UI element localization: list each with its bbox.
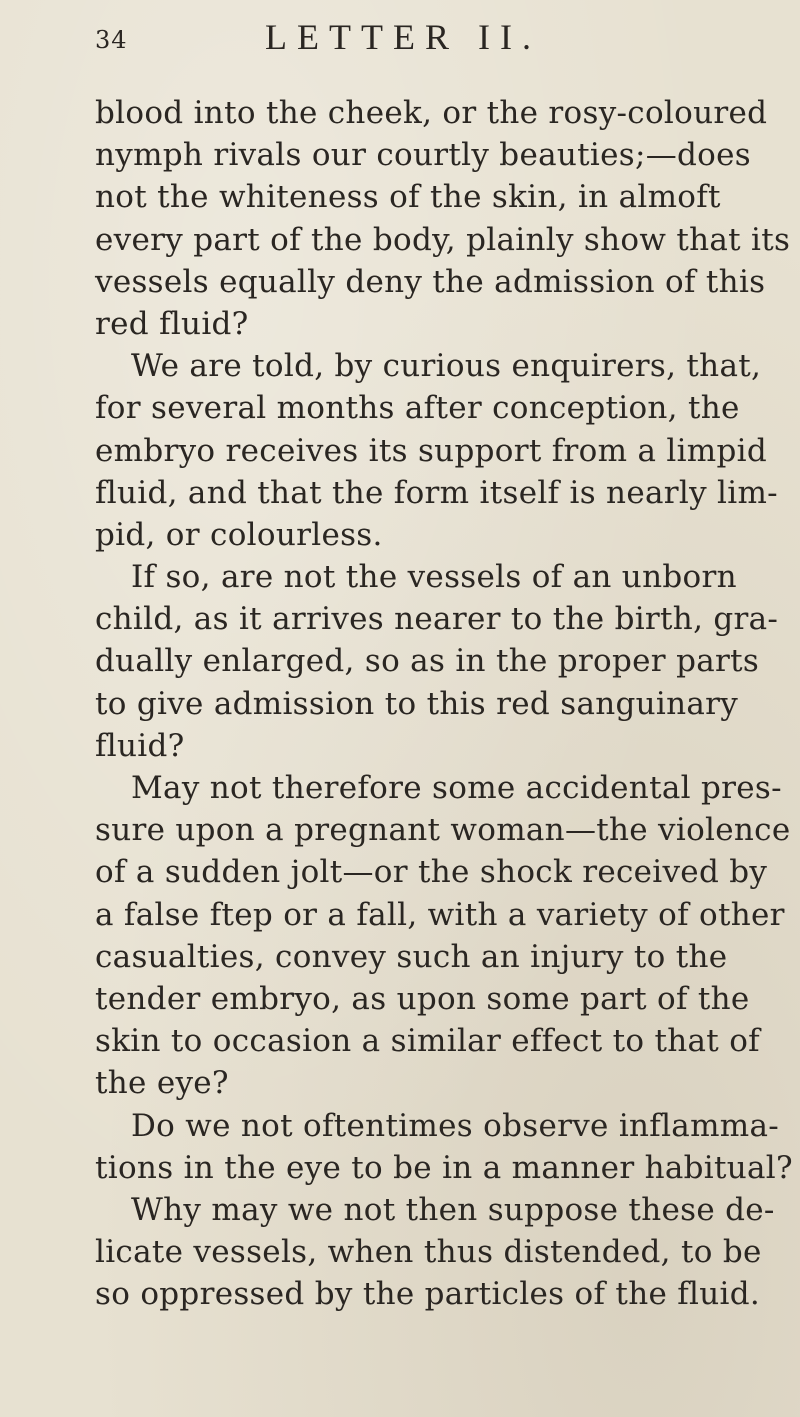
- text-line: child, as it arrives nearer to the birth, gra-: [95, 601, 779, 638]
- text-line: of a sudden jolt—or the shock received by: [95, 854, 768, 891]
- text-line: embryo receives its support from a limpid: [95, 432, 768, 469]
- text-line: blood into the cheek, or the rosy-coloured: [95, 95, 768, 131]
- text-line: nymph rivals our courtly beauties;—does: [95, 137, 751, 174]
- page-number: 34: [95, 26, 128, 54]
- text-line: pid, or colourless.: [95, 516, 383, 553]
- text-line: Do we not oftentimes observe inflamma-: [131, 1107, 780, 1144]
- page-header: [95, 12, 735, 56]
- text-line: skin to occasion a similar effect to that of: [95, 1023, 760, 1060]
- text-line: vessels equally deny the admission of this: [95, 263, 766, 300]
- text-line: tender embryo, as upon some part of the: [95, 980, 750, 1017]
- text-line: dually enlarged, so as in the proper parts: [95, 643, 760, 680]
- text-line: red fluid?: [95, 305, 249, 342]
- text-line: a false ftep or a fall, with a variety of other: [95, 896, 785, 933]
- text-line: We are told, by curious enquirers, that,: [131, 348, 762, 385]
- body-text: [95, 92, 793, 1315]
- text-line: If so, are not the vessels of an unborn: [131, 559, 737, 596]
- text-line: to give admission to this red sanguinary: [95, 685, 739, 722]
- text-line: sure upon a pregnant woman—the violence: [95, 812, 791, 849]
- text-line: tions in the eye to be in a manner habitual?: [95, 1149, 793, 1186]
- text-line: not the whiteness of the skin, in almoft: [95, 179, 721, 216]
- text-line: casualties, convey such an injury to the: [95, 938, 728, 975]
- text-line: licate vessels, when thus distended, to be: [95, 1234, 762, 1271]
- text-line: every part of the body, plainly show that its: [95, 221, 791, 258]
- text-line: the eye?: [95, 1065, 229, 1102]
- text-line: for several months after conception, the: [95, 390, 740, 427]
- text-line: May not therefore some accidental pres-: [131, 770, 782, 806]
- text-line: fluid?: [95, 727, 185, 764]
- text-line: so oppressed by the particles of the fluid.: [95, 1276, 761, 1313]
- running-head: LETTER II.: [265, 17, 541, 57]
- text-line: Why may we not then suppose these de-: [131, 1191, 775, 1228]
- text-line: fluid, and that the form itself is nearly lim-: [95, 474, 778, 511]
